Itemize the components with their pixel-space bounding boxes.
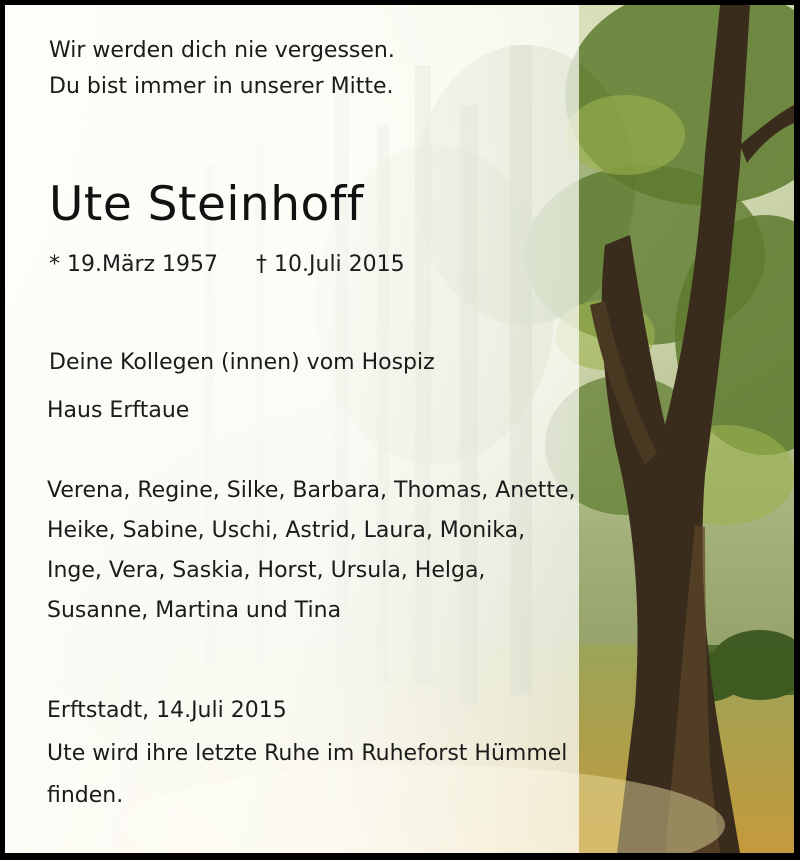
names-line: Verena, Regine, Silke, Barbara, Thomas, Anette, <box>47 478 576 503</box>
names-line: Heike, Sabine, Uschi, Astrid, Laura, Monika, <box>47 518 526 543</box>
names-line: Susanne, Martina und Tina <box>47 598 342 623</box>
birth-date: * 19.März 1957 <box>49 252 219 277</box>
burial-note-line: finden. <box>47 783 124 808</box>
burial-note <box>47 733 567 817</box>
verse-line: Wir werden dich nie vergessen. <box>49 38 395 63</box>
burial-note-line: Ute wird ihre letzte Ruhe im Ruheforst Hümmel <box>47 741 568 766</box>
sender-names <box>47 471 576 631</box>
place-date: Erftstadt, 14.Juli 2015 <box>47 698 287 723</box>
death-date: † 10.Juli 2015 <box>256 252 405 277</box>
deceased-name: Ute Steinhoff <box>49 177 364 232</box>
obituary-card <box>5 5 794 853</box>
names-line: Inge, Vera, Saskia, Horst, Ursula, Helga, <box>47 558 486 583</box>
verse-line: Du bist immer in unserer Mitte. <box>49 74 394 99</box>
verse-block <box>49 33 395 105</box>
life-dates <box>49 247 405 283</box>
sender-group: Deine Kollegen (innen) vom Hospiz <box>49 350 435 375</box>
sender-organization: Haus Erftaue <box>47 398 190 423</box>
